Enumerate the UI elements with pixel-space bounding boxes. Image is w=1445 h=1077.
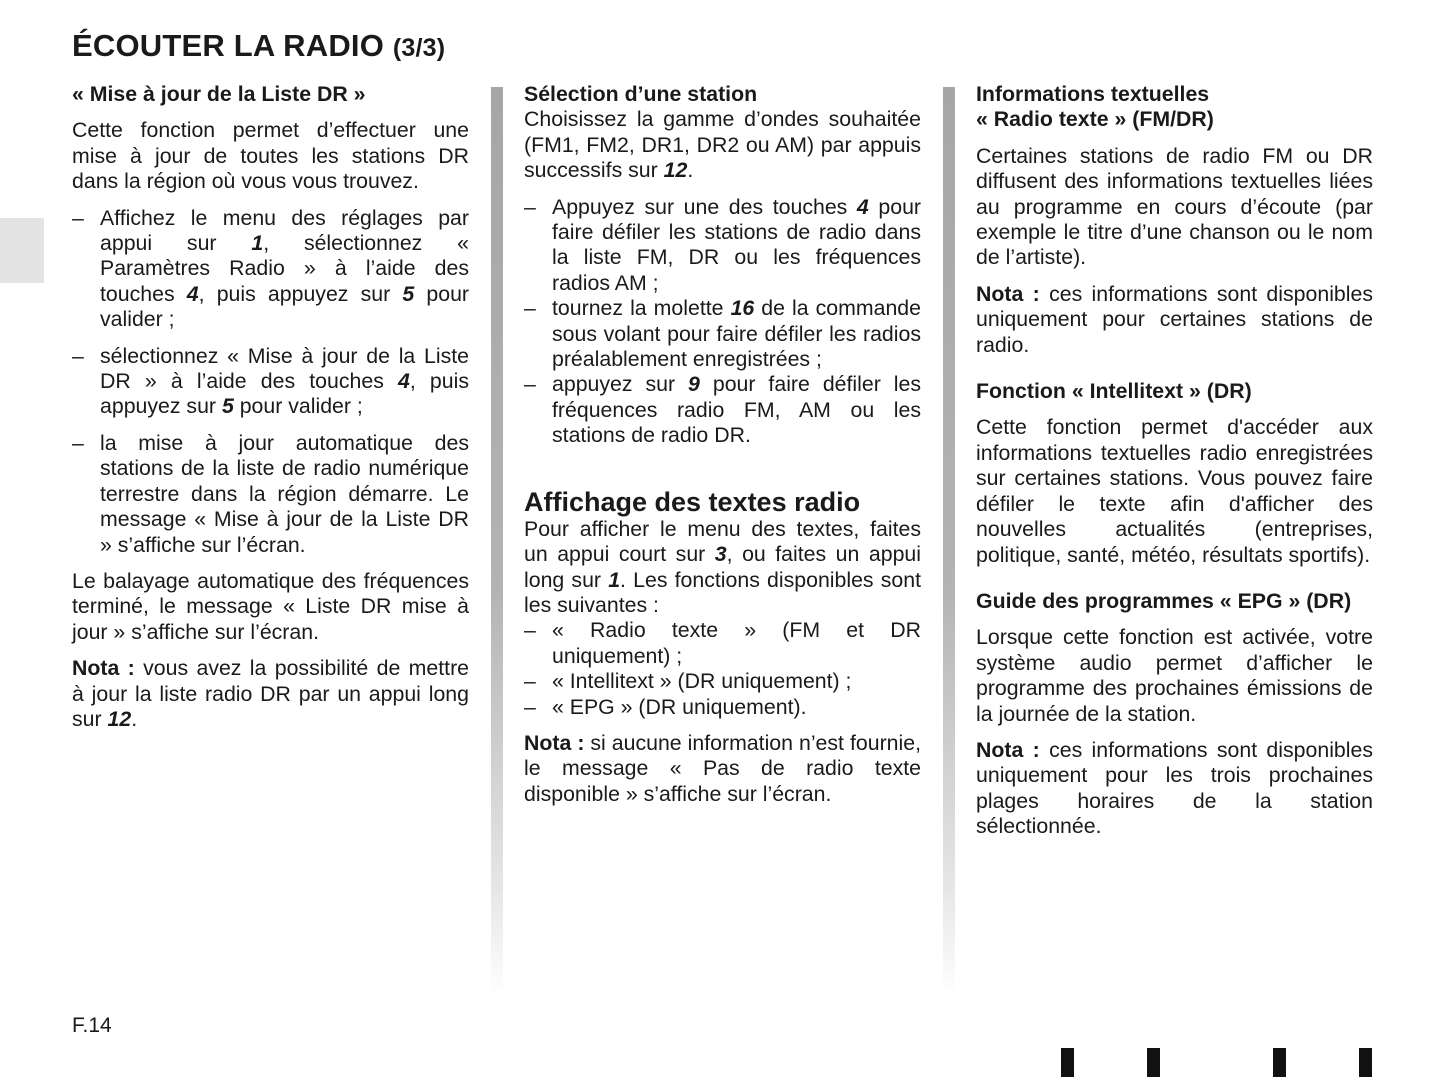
list-item: – « Intellitext » (DR uniquement) ; <box>524 669 921 694</box>
intellitext-heading: Fonction « Intellitext » (DR) <box>976 379 1252 404</box>
crop-mark <box>1061 1048 1074 1077</box>
column-1 <box>72 82 469 732</box>
title-part-number: (3/3) <box>392 34 446 62</box>
list-item: – sélectionnez « Mise à jour de la Liste DR » à l’aide des touches 4, puis appuyez sur 5 pour valider ; <box>72 344 469 420</box>
nota-paragraph: Nota : vous avez la possibilité de mettre à jour la liste radio DR par un appui long sur 12. <box>72 656 470 731</box>
radio-text-info-paragraph: Certaines stations de radio FM ou DR diffusent des informations textuelles liées au programme en cours d’écoute (par exemple le titre d’une chanson ou le nom de l’artiste). <box>976 143 1373 270</box>
column-divider <box>491 87 503 997</box>
nota-paragraph: Nota : ces informations sont disponibles uniquement pour certaines stations de radio. <box>976 281 1373 357</box>
update-list-heading: « Mise à jour de la Liste DR » <box>72 82 366 106</box>
nota-paragraph: Nota : ces informations sont disponibles uniquement pour les trois prochaines plages horaires de la station sélectionnée. <box>976 737 1373 839</box>
station-selection-heading: Sélection d’une station <box>524 82 758 106</box>
page-title <box>72 28 445 64</box>
station-selection-intro: Choisissez la gamme d’ondes souhaitée (FM1, FM2, DR1, DR2 ou AM) par appuis successifs sur 12. <box>524 107 921 183</box>
thumb-index-tab <box>0 218 44 283</box>
list-item: – la mise à jour automatique des stations de la liste de radio numérique terrestre dans la région démarre. Le message « Mise à jour de la Liste DR » s’affiche sur l’écran. <box>72 431 469 558</box>
list-item: – « EPG » (DR uniquement). <box>524 695 921 720</box>
list-item: – tournez la molette 16 de la commande sous volant pour faire défiler les radios préalablement enregistrées ; <box>524 296 921 372</box>
list-item: – appuyez sur 9 pour faire défiler les fréquences radio FM, AM ou les stations de radio DR. <box>524 372 921 448</box>
column-2 <box>524 82 921 807</box>
crop-mark <box>1273 1048 1286 1077</box>
update-list-intro: Cette fonction permet d’effectuer une mise à jour de toutes les stations DR dans la région où vous vous trouvez. <box>72 118 469 194</box>
column-divider <box>943 87 955 997</box>
crop-mark <box>1147 1048 1160 1077</box>
radio-text-intro: Pour afficher le menu des textes, faites un appui court sur 3, ou faites un appui long sur 1. Les fonctions disponibles sont les suivantes : <box>524 516 921 617</box>
radio-text-section-title: Affichage des textes radio <box>524 486 861 517</box>
scan-complete-paragraph: Le balayage automatique des fréquences terminé, le message « Liste DR mise à jour » s’affiche sur l’écran. <box>72 568 469 644</box>
station-steps-list <box>524 195 921 449</box>
radio-text-info-heading: Informations textuelles « Radio texte » (FM/DR) <box>976 82 1214 132</box>
epg-heading: Guide des programmes « EPG » (DR) <box>976 588 1352 613</box>
page-number: F.14 <box>72 1014 112 1037</box>
crop-mark <box>1359 1048 1372 1077</box>
list-item: – Affichez le menu des réglages par appui sur 1, sélectionnez « Paramètres Radio » à l’aide des touches 4, puis appuyez sur 5 pour valider ; <box>72 206 469 333</box>
title-text: ÉCOUTER LA RADIO <box>72 28 385 63</box>
epg-paragraph: Lorsque cette fonction est activée, votre système audio permet d’afficher le programme des prochaines émissions de la journée de la station. <box>976 625 1373 726</box>
list-item: – « Radio texte » (FM et DR uniquement) ; <box>524 618 921 669</box>
update-steps-list <box>72 206 469 558</box>
radio-text-functions-list <box>524 618 921 720</box>
column-3 <box>976 82 1373 840</box>
nota-paragraph: Nota : si aucune information n’est fournie, le message « Pas de radio texte disponible » s’affiche sur l’écran. <box>524 730 921 806</box>
intellitext-paragraph: Cette fonction permet d'accéder aux informations textuelles radio enregistrées sur certaines stations. Vous pouvez faire défiler le texte afin d'afficher des nouvelles actualités (entreprises, politique, santé, météo, résultats sportifs). <box>976 415 1373 567</box>
list-item: – Appuyez sur une des touches 4 pour faire défiler les stations de radio dans la liste FM, DR ou les fréquences radios AM ; <box>524 195 921 297</box>
